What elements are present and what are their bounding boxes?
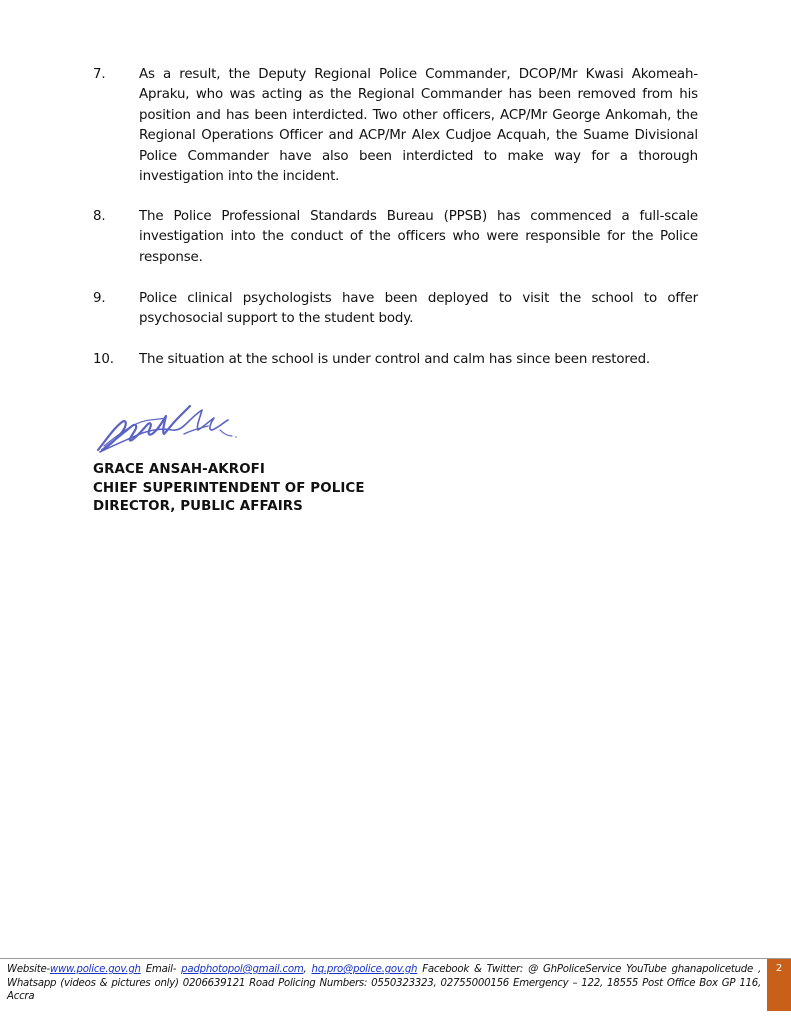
email-link-hq-pro[interactable]: hq.pro@police.gov.gh [311,964,418,975]
signatory-name: GRACE ANSAH-AKROFI [93,462,266,477]
page-number-tab [767,959,791,1011]
signatory-rank: CHIEF SUPERINTENDENT OF POLICE [93,480,365,496]
paragraph-number: 8. [93,209,106,224]
paragraph-number: 10. [93,352,114,367]
paragraph-number: 9. [93,291,106,306]
signatory-title: DIRECTOR, PUBLIC AFFAIRS [93,499,303,515]
paragraph-number: 7. [93,67,106,82]
handwritten-signature [92,400,242,458]
paragraph-9 [93,289,698,330]
paragraph-10 [93,350,698,370]
email-label: Email- [145,964,177,975]
paragraph-text: The Police Professional Standards Bureau (PPSB) has commenced a full-scale investigation into the conduct of the officers who were responsible for the Police response. [139,209,698,265]
paragraph-text: The situation at the school is under control and calm has since been restored. [139,352,651,367]
paragraph-7 [93,65,698,187]
email-link-padphotopol[interactable]: padphotopol@gmail.com [181,964,304,975]
paragraph-text: As a result, the Deputy Regional Police Commander, DCOP/Mr Kwasi Akomeah-Apraku, who was acting as the Regional Commander has been removed from his position and has been interdicted. Two other officers, ACP/Mr George Ankomah, the Regional Operations Officer and ACP/Mr Alex Cudjoe Acquah, the Suame Divisional Police Commander have also been interdicted to make way for a thorough investigation into the incident. [139,67,698,185]
website-link[interactable]: www.police.gov.gh [49,964,141,975]
page-number: 2 [775,963,783,974]
footer-social-and-phone: Facebook & Twitter: @ GhPoliceService YouTube ghanapolicetude , Whatsapp (videos & pictures only) 0206639121 Road Policing Numbers: 0550323323, 02755000156 Emergency – 122, 18555 Post Office Box GP 116, Accra [7,964,761,1003]
website-label: Website- [7,964,50,975]
footer-contact-info [7,963,761,1004]
paragraph-8 [93,207,698,268]
signature-block [93,461,365,517]
footer-divider [0,958,791,959]
paragraph-text: Police clinical psychologists have been deployed to visit the school to offer psychosocial support to the student body. [139,291,698,327]
email-separator: , [303,964,307,975]
